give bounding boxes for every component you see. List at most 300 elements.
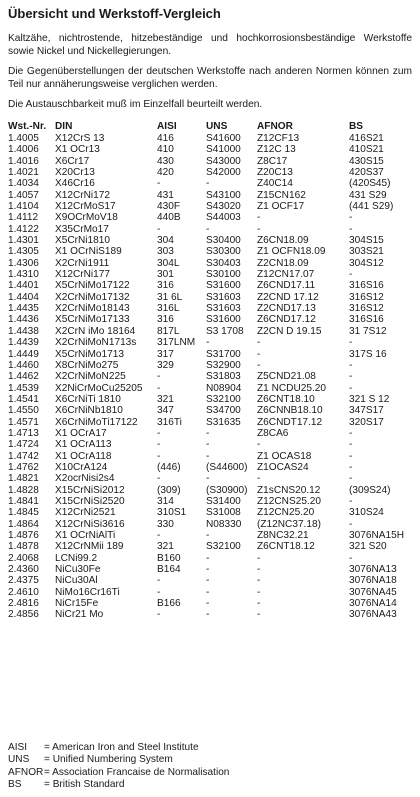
din-cell: LCNi99.2 bbox=[55, 552, 98, 564]
table-row bbox=[8, 360, 416, 371]
bs-cell: 347S17 bbox=[349, 405, 384, 417]
uns-cell: S43020 bbox=[206, 201, 241, 213]
abbreviation-legend bbox=[8, 742, 229, 792]
uns-cell: S43100 bbox=[206, 189, 241, 201]
bs-cell: 431 S29 bbox=[349, 189, 387, 201]
aisi-cell: - bbox=[157, 178, 161, 190]
wst-nr-cell: 1.4713 bbox=[8, 427, 39, 439]
din-cell: X10CrA124 bbox=[55, 461, 108, 473]
din-cell: X2NiCrMoCu25205 bbox=[55, 382, 143, 394]
aisi-cell: 316Ti bbox=[157, 416, 182, 428]
uns-cell: - bbox=[206, 598, 210, 610]
table-row bbox=[8, 190, 416, 201]
table-row bbox=[8, 167, 416, 178]
bs-cell: 31 7S12 bbox=[349, 325, 387, 337]
din-cell: X1 OCrNiS189 bbox=[55, 246, 122, 258]
header-wst-nr: Wst.-Nr. bbox=[8, 120, 47, 132]
bs-cell: 416S21 bbox=[349, 132, 384, 144]
aisi-cell: 304L bbox=[157, 257, 180, 269]
din-cell: X6Cr17 bbox=[55, 155, 90, 167]
table-header-row bbox=[8, 120, 416, 133]
table-row bbox=[8, 451, 416, 462]
uns-cell: - bbox=[206, 473, 210, 485]
uns-cell: S44003 bbox=[206, 212, 241, 224]
afnor-cell: Z8C17 bbox=[257, 155, 288, 167]
afnor-cell: Z20C13 bbox=[257, 167, 293, 178]
wst-nr-cell: 1.4310 bbox=[8, 269, 39, 281]
bs-cell: - bbox=[349, 473, 353, 485]
din-cell: X12CrNiSi3616 bbox=[55, 518, 125, 530]
uns-cell: S31803 bbox=[206, 371, 241, 383]
uns-cell: - bbox=[206, 178, 210, 190]
wst-nr-cell: 1.4021 bbox=[8, 167, 39, 178]
aisi-cell: 316 bbox=[157, 280, 174, 292]
bs-cell: - bbox=[349, 427, 353, 439]
table-row bbox=[8, 405, 416, 416]
aisi-cell: 347 bbox=[157, 405, 174, 417]
wst-nr-cell: 1.4006 bbox=[8, 144, 39, 156]
afnor-cell: Z6CNNB18.10 bbox=[257, 405, 323, 417]
bs-cell: 420S37 bbox=[349, 167, 384, 178]
table-row bbox=[8, 303, 416, 314]
aisi-cell: 410 bbox=[157, 144, 174, 156]
table-row bbox=[8, 485, 416, 496]
uns-cell: - bbox=[206, 552, 210, 564]
uns-cell: S31635 bbox=[206, 416, 241, 428]
afnor-cell: - bbox=[257, 564, 261, 576]
bs-cell: 320S17 bbox=[349, 416, 384, 428]
table-row bbox=[8, 201, 416, 212]
bs-cell: 316S16 bbox=[349, 314, 384, 326]
legend-abbr: AISI bbox=[8, 742, 28, 753]
material-comparison-table bbox=[8, 120, 416, 621]
bs-cell: 321 S20 bbox=[349, 541, 387, 553]
din-cell: NiMo16Cr16Ti bbox=[55, 586, 120, 598]
table-row bbox=[8, 292, 416, 303]
table-row bbox=[8, 530, 416, 541]
bs-cell: - bbox=[349, 359, 353, 371]
bs-cell: 303S21 bbox=[349, 246, 384, 258]
uns-cell: S31400 bbox=[206, 495, 241, 507]
bs-cell: - bbox=[349, 439, 353, 451]
wst-nr-cell: 1.4005 bbox=[8, 132, 39, 144]
din-cell: X35CrMo17 bbox=[55, 223, 109, 235]
uns-cell: - bbox=[206, 450, 210, 462]
table-row bbox=[8, 337, 416, 348]
table-row bbox=[8, 133, 416, 144]
uns-cell: - bbox=[206, 427, 210, 439]
aisi-cell: 314 bbox=[157, 495, 174, 507]
uns-cell: S32100 bbox=[206, 393, 241, 405]
bs-cell: 304S15 bbox=[349, 235, 384, 247]
afnor-cell: Z8CA6 bbox=[257, 427, 289, 439]
bs-cell: - bbox=[349, 552, 353, 564]
afnor-cell: - bbox=[257, 223, 261, 235]
table-row bbox=[8, 371, 416, 382]
wst-nr-cell: 1.4301 bbox=[8, 235, 39, 247]
uns-cell: S32100 bbox=[206, 541, 241, 553]
table-row bbox=[8, 156, 416, 167]
uns-cell: S30400 bbox=[206, 235, 241, 247]
table-row bbox=[8, 519, 416, 530]
bs-cell: 3076NA43 bbox=[349, 609, 397, 621]
din-cell: X2CrNi1911 bbox=[55, 257, 110, 269]
table-row bbox=[8, 314, 416, 325]
uns-cell: - bbox=[206, 530, 210, 541]
table-row bbox=[8, 178, 416, 189]
uns-cell: N08330 bbox=[206, 518, 242, 530]
table-row bbox=[8, 212, 416, 223]
uns-cell: - bbox=[206, 337, 210, 349]
uns-cell: S43000 bbox=[206, 155, 241, 167]
bs-cell: 3076NA45 bbox=[349, 586, 397, 598]
bs-cell: 317S 16 bbox=[349, 348, 387, 360]
uns-cell: - bbox=[206, 575, 210, 587]
din-cell: X5CrNiMo17122 bbox=[55, 280, 130, 292]
page-title: Übersicht und Werkstoff-Vergleich bbox=[8, 6, 221, 21]
afnor-cell: Z1 OCFN18.09 bbox=[257, 246, 326, 258]
din-cell: X9OCrMoV18 bbox=[55, 212, 118, 224]
afnor-cell: Z15CN162 bbox=[257, 189, 306, 201]
table-row bbox=[8, 439, 416, 450]
uns-cell: S30403 bbox=[206, 257, 241, 269]
table-row bbox=[8, 280, 416, 291]
comparison-note-paragraph: Die Gegenüberstellungen der deutschen Werkstoffe nach anderen Normen können zum Teil nur annäherungsweise verglichen werden. bbox=[8, 66, 412, 90]
legend-item-bs bbox=[8, 779, 229, 791]
afnor-cell: - bbox=[257, 337, 261, 349]
table-row bbox=[8, 496, 416, 507]
bs-cell: 316S12 bbox=[349, 303, 384, 315]
aisi-cell: 329 bbox=[157, 359, 174, 371]
aisi-cell: 321 bbox=[157, 393, 174, 405]
aisi-cell: - bbox=[157, 586, 161, 598]
bs-cell: 430S15 bbox=[349, 155, 384, 167]
aisi-cell: 310S1 bbox=[157, 507, 187, 519]
wst-nr-cell: 1.4841 bbox=[8, 495, 39, 507]
table-row bbox=[8, 575, 416, 586]
wst-nr-cell: 1.4449 bbox=[8, 348, 39, 360]
bs-cell: 410S21 bbox=[349, 144, 384, 156]
uns-cell: S32900 bbox=[206, 359, 241, 371]
afnor-cell: - bbox=[257, 575, 261, 587]
aisi-cell: - bbox=[157, 609, 161, 621]
afnor-cell: Z6CNT18.12 bbox=[257, 541, 315, 553]
afnor-cell: Z12CF13 bbox=[257, 132, 300, 144]
afnor-cell: Z2CN D 19.15 bbox=[257, 325, 322, 337]
uns-cell: S41600 bbox=[206, 132, 241, 144]
bs-cell: - bbox=[349, 337, 353, 349]
afnor-cell: - bbox=[257, 586, 261, 598]
header-uns: UNS bbox=[206, 120, 228, 132]
wst-nr-cell: 1.4057 bbox=[8, 189, 39, 201]
din-cell: X1 OCrA17 bbox=[55, 427, 107, 439]
bs-cell: - bbox=[349, 382, 353, 394]
aisi-cell: B164 bbox=[157, 564, 181, 576]
table-row bbox=[8, 235, 416, 246]
afnor-cell: Z40C14 bbox=[257, 178, 293, 190]
afnor-cell: Z8NC32.21 bbox=[257, 530, 309, 541]
aisi-cell: 416 bbox=[157, 132, 174, 144]
uns-cell: S31600 bbox=[206, 314, 241, 326]
din-cell: X1 OCr13 bbox=[55, 144, 100, 156]
bs-cell: 3076NA15H bbox=[349, 530, 404, 541]
aisi-cell: 321 bbox=[157, 541, 174, 553]
wst-nr-cell: 1.4104 bbox=[8, 201, 39, 213]
din-cell: X1 OCrA118 bbox=[55, 450, 112, 462]
afnor-cell: Z12CNS25.20 bbox=[257, 495, 321, 507]
uns-cell: S3 1708 bbox=[206, 325, 244, 337]
header-afnor: AFNOR bbox=[257, 120, 293, 132]
table-row bbox=[8, 383, 416, 394]
afnor-cell: Z6CNDT17.12 bbox=[257, 416, 323, 428]
din-cell: X12CrNi177 bbox=[55, 269, 110, 281]
wst-nr-cell: 1.4762 bbox=[8, 461, 39, 473]
aisi-cell: 316L bbox=[157, 303, 180, 315]
aisi-cell: - bbox=[157, 439, 161, 451]
afnor-cell: - bbox=[257, 609, 261, 621]
table-row bbox=[8, 349, 416, 360]
afnor-cell: - bbox=[257, 473, 261, 485]
wst-nr-cell: 1.4845 bbox=[8, 507, 39, 519]
bs-cell: 304S12 bbox=[349, 257, 384, 269]
aisi-cell: 430F bbox=[157, 201, 181, 213]
wst-nr-cell: 1.4306 bbox=[8, 257, 39, 269]
legend-abbr: AFNOR bbox=[8, 766, 44, 778]
table-row bbox=[8, 598, 416, 609]
wst-nr-cell: 1.4305 bbox=[8, 246, 39, 258]
table-row bbox=[8, 417, 416, 428]
header-aisi: AISI bbox=[157, 120, 177, 132]
din-cell: NiCu30Fe bbox=[55, 564, 101, 576]
aisi-cell: - bbox=[157, 427, 161, 439]
bs-cell: - bbox=[349, 371, 353, 383]
aisi-cell: 303 bbox=[157, 246, 174, 258]
aisi-cell: - bbox=[157, 371, 161, 383]
din-cell: X12CrS 13 bbox=[55, 132, 105, 144]
bs-cell: (441 S29) bbox=[349, 201, 394, 213]
uns-cell: - bbox=[206, 223, 210, 235]
aisi-cell: 317LNM bbox=[157, 337, 196, 349]
uns-cell: (S30900) bbox=[206, 484, 248, 496]
afnor-cell: Z12CN25.20 bbox=[257, 507, 315, 519]
header-din: DIN bbox=[55, 120, 73, 132]
aisi-cell: B166 bbox=[157, 598, 181, 610]
din-cell: X2ocrNisi2s4 bbox=[55, 473, 115, 485]
uns-cell: S30100 bbox=[206, 269, 241, 281]
afnor-cell: Z12CN17.07 bbox=[257, 269, 315, 281]
afnor-cell: Z1sCNS20.12 bbox=[257, 484, 321, 496]
wst-nr-cell: 1.4864 bbox=[8, 518, 39, 530]
din-cell: X12CrNMii 189 bbox=[55, 541, 124, 553]
wst-nr-cell: 1.4404 bbox=[8, 291, 39, 303]
legend-item-afnor bbox=[8, 767, 229, 779]
wst-nr-cell: 1.4876 bbox=[8, 530, 39, 541]
wst-nr-cell: 1.4821 bbox=[8, 473, 39, 485]
bs-cell: - bbox=[349, 518, 353, 530]
din-cell: NiCr15Fe bbox=[55, 598, 99, 610]
afnor-cell: Z12C 13 bbox=[257, 144, 296, 156]
table-row bbox=[8, 587, 416, 598]
bs-cell: - bbox=[349, 495, 353, 507]
table-row bbox=[8, 609, 416, 620]
wst-nr-cell: 1.4438 bbox=[8, 325, 39, 337]
din-cell: X6CrNiMoTi17122 bbox=[55, 416, 138, 428]
din-cell: X12CrMoS17 bbox=[55, 201, 116, 213]
wst-nr-cell: 1.4460 bbox=[8, 359, 39, 371]
afnor-cell: - bbox=[257, 359, 261, 371]
bs-cell: 316S16 bbox=[349, 280, 384, 292]
aisi-cell: B160 bbox=[157, 552, 181, 564]
wst-nr-cell: 2.4856 bbox=[8, 609, 39, 621]
bs-cell: - bbox=[349, 212, 353, 224]
wst-nr-cell: 1.4401 bbox=[8, 280, 39, 292]
uns-cell: - bbox=[206, 609, 210, 621]
table-row bbox=[8, 258, 416, 269]
bs-cell: (420S45) bbox=[349, 178, 391, 190]
afnor-cell: Z6CNT18.10 bbox=[257, 393, 315, 405]
uns-cell: - bbox=[206, 439, 210, 451]
aisi-cell: 330 bbox=[157, 518, 174, 530]
wst-nr-cell: 2.4610 bbox=[8, 586, 39, 598]
afnor-cell: - bbox=[257, 598, 261, 610]
table-row bbox=[8, 473, 416, 484]
din-cell: X20Cr13 bbox=[55, 167, 95, 178]
din-cell: NiCu30Al bbox=[55, 575, 98, 587]
din-cell: X2CrNiMo18143 bbox=[55, 303, 130, 315]
din-cell: X2CrNiMoN225 bbox=[55, 371, 126, 383]
din-cell: X5CrNi1810 bbox=[55, 235, 110, 247]
interchangeability-note: Die Austauschbarkeit muß im Einzelfall beurteilt werden. bbox=[8, 99, 263, 111]
din-cell: X2CrN iMo 18164 bbox=[55, 325, 136, 337]
aisi-cell: 304 bbox=[157, 235, 174, 247]
uns-cell: - bbox=[206, 564, 210, 576]
table-row bbox=[8, 541, 416, 552]
uns-cell: S31603 bbox=[206, 303, 241, 315]
aisi-cell: - bbox=[157, 450, 161, 462]
bs-cell: 3076NA13 bbox=[349, 564, 397, 576]
aisi-cell: 817L bbox=[157, 325, 180, 337]
aisi-cell: - bbox=[157, 223, 161, 235]
wst-nr-cell: 2.4068 bbox=[8, 552, 39, 564]
afnor-cell: - bbox=[257, 552, 261, 564]
bs-cell: - bbox=[349, 269, 353, 281]
din-cell: X6CrNiNb1810 bbox=[55, 405, 123, 417]
wst-nr-cell: 2.4375 bbox=[8, 575, 39, 587]
wst-nr-cell: 1.4462 bbox=[8, 371, 39, 383]
wst-nr-cell: 1.4112 bbox=[8, 212, 39, 224]
uns-cell: S30300 bbox=[206, 246, 241, 258]
din-cell: X15CrNiSi2012 bbox=[55, 484, 125, 496]
table-row bbox=[8, 428, 416, 439]
afnor-cell: Z6CND17.12 bbox=[257, 314, 316, 326]
afnor-cell: Z2CN18.09 bbox=[257, 257, 309, 269]
bs-cell: 316S12 bbox=[349, 291, 384, 303]
legend-text: = British Standard bbox=[44, 779, 125, 791]
aisi-cell: - bbox=[157, 382, 161, 394]
aisi-cell: (446) bbox=[157, 461, 181, 473]
wst-nr-cell: 1.4878 bbox=[8, 541, 39, 553]
uns-cell: (S44600) bbox=[206, 461, 248, 473]
uns-cell: N08904 bbox=[206, 382, 242, 394]
aisi-cell: 431 bbox=[157, 189, 174, 201]
wst-nr-cell: 1.4435 bbox=[8, 303, 39, 315]
uns-cell: S31008 bbox=[206, 507, 241, 519]
legend-abbr: UNS bbox=[8, 754, 30, 766]
table-row bbox=[8, 507, 416, 518]
legend-text: = American Iron and Steel Institute bbox=[44, 742, 199, 753]
afnor-cell: Z1 OCAS18 bbox=[257, 450, 312, 462]
din-cell: X15CrNiSi2520 bbox=[55, 495, 125, 507]
legend-text: = Unified Numbering System bbox=[44, 754, 173, 766]
din-cell: X46Cr16 bbox=[55, 178, 95, 190]
aisi-cell: (309) bbox=[157, 484, 181, 496]
legend-text: = Association Francaise de Normalisation bbox=[44, 766, 230, 778]
aisi-cell: 31 6L bbox=[157, 291, 183, 303]
afnor-cell: Z6CN18.09 bbox=[257, 235, 309, 247]
bs-cell: 321 S 12 bbox=[349, 393, 390, 405]
wst-nr-cell: 1.4742 bbox=[8, 450, 39, 462]
table-row bbox=[8, 394, 416, 405]
legend-item-aisi bbox=[8, 742, 229, 754]
afnor-cell: (Z12NC37.18) bbox=[257, 518, 321, 530]
din-cell: X12CrNi2521 bbox=[55, 507, 116, 519]
din-cell: X8CrNiMo275 bbox=[55, 359, 119, 371]
wst-nr-cell: 1.4122 bbox=[8, 223, 39, 235]
aisi-cell: 420 bbox=[157, 167, 174, 178]
afnor-cell: - bbox=[257, 212, 261, 224]
wst-nr-cell: 1.4539 bbox=[8, 382, 39, 394]
table-row bbox=[8, 553, 416, 564]
bs-cell: 3076NA18 bbox=[349, 575, 397, 587]
din-cell: X5CrNiMo1713 bbox=[55, 348, 125, 360]
bs-cell: 3076NA14 bbox=[349, 598, 397, 610]
header-bs: BS bbox=[349, 120, 364, 132]
afnor-cell: Z2CND 17.12 bbox=[257, 291, 319, 303]
uns-cell: S31603 bbox=[206, 291, 241, 303]
uns-cell: - bbox=[206, 586, 210, 598]
wst-nr-cell: 1.4550 bbox=[8, 405, 39, 417]
afnor-cell: Z1OCAS24 bbox=[257, 461, 309, 473]
table-row bbox=[8, 564, 416, 575]
aisi-cell: 316 bbox=[157, 314, 174, 326]
wst-nr-cell: 1.4724 bbox=[8, 439, 39, 451]
afnor-cell: Z2CND17.13 bbox=[257, 303, 316, 315]
aisi-cell: 440B bbox=[157, 212, 181, 224]
aisi-cell: 430 bbox=[157, 155, 174, 167]
aisi-cell: 301 bbox=[157, 269, 174, 281]
bs-cell: - bbox=[349, 450, 353, 462]
din-cell: X5CrNiMo17133 bbox=[55, 314, 130, 326]
wst-nr-cell: 1.4571 bbox=[8, 416, 39, 428]
bs-cell: - bbox=[349, 461, 353, 473]
din-cell: X12CrNi172 bbox=[55, 189, 110, 201]
aisi-cell: - bbox=[157, 575, 161, 587]
aisi-cell: - bbox=[157, 473, 161, 485]
legend-abbr: BS bbox=[8, 779, 22, 791]
bs-cell: - bbox=[349, 223, 353, 235]
table-row bbox=[8, 144, 416, 155]
din-cell: X1 OCrNiAlTi bbox=[55, 530, 116, 541]
afnor-cell: Z5CND21.08 bbox=[257, 371, 316, 383]
uns-cell: S41000 bbox=[206, 144, 241, 156]
din-cell: X2CrNiMoN1713s bbox=[55, 337, 137, 349]
afnor-cell: Z1 OCF17 bbox=[257, 201, 305, 213]
legend-item-uns bbox=[8, 754, 229, 766]
table-row bbox=[8, 326, 416, 337]
uns-cell: S42000 bbox=[206, 167, 241, 178]
table-body bbox=[8, 133, 416, 621]
bs-cell: (309S24) bbox=[349, 484, 391, 496]
